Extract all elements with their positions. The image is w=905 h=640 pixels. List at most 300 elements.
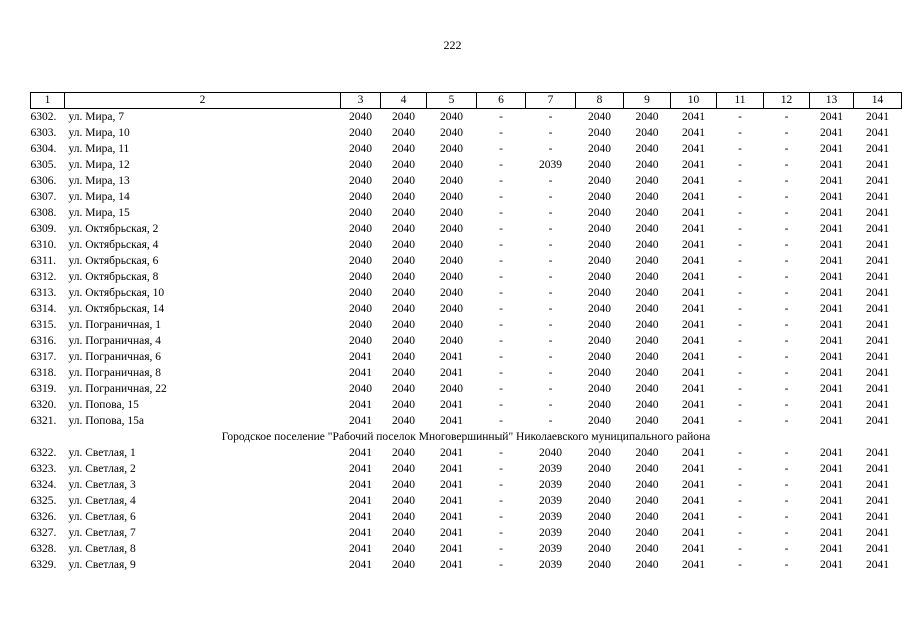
year-cell: 2041	[866, 287, 889, 299]
year-cell: 2041	[820, 127, 843, 139]
year-cell: 2040	[635, 255, 659, 267]
year-cell: -	[738, 239, 742, 251]
year-cell: 2040	[588, 399, 611, 411]
address-cell: ул. Октябрьская, 10	[68, 287, 165, 299]
year-cell: 2041	[820, 559, 843, 571]
year-cell: 2040	[635, 287, 659, 299]
year-cell: 2040	[588, 383, 611, 395]
year-cell: -	[499, 111, 503, 123]
row-number: 6304.	[30, 143, 57, 155]
address-cell: ул. Мира, 7	[68, 111, 124, 123]
year-cell: 2040	[635, 415, 659, 427]
year-cell: 2041	[349, 479, 372, 491]
table-row	[31, 237, 902, 253]
row-number: 6306.	[30, 175, 57, 187]
row-number: 6322.	[30, 447, 57, 459]
year-cell: -	[784, 127, 789, 139]
year-cell: -	[499, 511, 503, 523]
year-cell: 2041	[682, 559, 705, 571]
year-cell: -	[738, 159, 742, 171]
year-cell: -	[548, 351, 553, 363]
year-cell: 2041	[820, 495, 843, 507]
year-cell: 2040	[635, 479, 659, 491]
year-cell: 2040	[392, 159, 415, 171]
year-cell: 2039	[539, 543, 562, 555]
year-cell: 2040	[392, 303, 415, 315]
address-cell: ул. Светлая, 1	[68, 447, 136, 459]
year-cell: 2041	[682, 351, 705, 363]
year-cell: 2040	[635, 111, 659, 123]
year-cell: 2041	[682, 303, 705, 315]
year-cell: 2040	[635, 543, 659, 555]
year-cell: 2041	[440, 559, 463, 571]
year-cell: 2040	[588, 255, 611, 267]
table-row	[31, 173, 902, 189]
year-cell: 2040	[588, 223, 611, 235]
column-header: 4	[381, 93, 427, 109]
year-cell: 2041	[866, 543, 889, 555]
year-cell: -	[499, 527, 503, 539]
year-cell: -	[784, 239, 789, 251]
year-cell: 2040	[440, 383, 463, 395]
year-cell: 2040	[392, 191, 415, 203]
year-cell: 2041	[866, 111, 889, 123]
year-cell: 2040	[392, 527, 415, 539]
column-header: 9	[624, 93, 671, 109]
year-cell: -	[784, 111, 789, 123]
year-cell: -	[499, 367, 503, 379]
year-cell: -	[784, 335, 789, 347]
year-cell: 2040	[588, 303, 611, 315]
year-cell: -	[784, 223, 789, 235]
row-number: 6307.	[30, 191, 57, 203]
year-cell: 2040	[635, 559, 659, 571]
year-cell: 2041	[820, 111, 843, 123]
year-cell: 2041	[349, 559, 372, 571]
year-cell: 2041	[349, 543, 372, 555]
year-cell: 2040	[635, 175, 659, 187]
year-cell: 2040	[440, 127, 463, 139]
year-cell: 2040	[440, 319, 463, 331]
year-cell: 2041	[866, 511, 889, 523]
table-row	[31, 461, 902, 477]
year-cell: 2041	[866, 159, 889, 171]
year-cell: -	[784, 367, 789, 379]
row-number: 6319.	[30, 383, 57, 395]
year-cell: -	[738, 527, 742, 539]
year-cell: 2040	[392, 143, 415, 155]
year-cell: -	[548, 303, 553, 315]
row-number: 6308.	[30, 207, 57, 219]
row-number: 6326.	[30, 511, 57, 523]
row-number: 6317.	[30, 351, 57, 363]
address-cell: ул. Пограничная, 6	[68, 351, 161, 363]
year-cell: -	[784, 447, 789, 459]
year-cell: 2040	[349, 335, 372, 347]
year-cell: 2040	[392, 367, 415, 379]
year-cell: -	[548, 399, 553, 411]
year-cell: 2041	[682, 287, 705, 299]
year-cell: 2041	[440, 351, 463, 363]
section-row	[31, 429, 902, 445]
address-cell: ул. Октябрьская, 6	[68, 255, 159, 267]
year-cell: 2041	[682, 319, 705, 331]
address-cell: ул. Попова, 15	[68, 399, 139, 411]
year-cell: 2041	[820, 399, 843, 411]
year-cell: 2040	[440, 175, 463, 187]
year-cell: -	[784, 255, 789, 267]
year-cell: -	[548, 239, 553, 251]
year-cell: 2040	[635, 303, 659, 315]
year-cell: -	[548, 223, 553, 235]
year-cell: 2041	[866, 303, 889, 315]
year-cell: -	[738, 351, 742, 363]
year-cell: 2040	[588, 127, 611, 139]
year-cell: 2041	[820, 239, 843, 251]
year-cell: 2041	[349, 511, 372, 523]
year-cell: -	[548, 191, 553, 203]
year-cell: -	[499, 191, 503, 203]
year-cell: 2041	[866, 207, 889, 219]
year-cell: 2040	[392, 511, 415, 523]
year-cell: 2041	[682, 495, 705, 507]
address-cell: ул. Светлая, 9	[68, 559, 136, 571]
year-cell: -	[499, 175, 503, 187]
year-cell: 2040	[349, 175, 372, 187]
year-cell: 2040	[349, 255, 372, 267]
year-cell: -	[548, 287, 553, 299]
year-cell: 2040	[349, 223, 372, 235]
table-row	[31, 493, 902, 509]
year-cell: 2040	[635, 335, 659, 347]
year-cell: 2040	[392, 271, 415, 283]
year-cell: -	[784, 463, 789, 475]
year-cell: 2040	[588, 543, 611, 555]
year-cell: -	[548, 127, 553, 139]
year-cell: 2041	[820, 367, 843, 379]
year-cell: 2040	[392, 127, 415, 139]
year-cell: 2041	[682, 383, 705, 395]
year-cell: -	[784, 511, 789, 523]
year-cell: 2040	[440, 287, 463, 299]
table-row	[31, 269, 902, 285]
year-cell: 2040	[635, 399, 659, 411]
year-cell: 2040	[349, 159, 372, 171]
year-cell: 2039	[539, 463, 562, 475]
row-number: 6318.	[30, 367, 57, 379]
year-cell: -	[738, 223, 742, 235]
year-cell: 2041	[349, 463, 372, 475]
year-cell: -	[738, 335, 742, 347]
year-cell: 2041	[866, 255, 889, 267]
year-cell: 2040	[440, 159, 463, 171]
year-cell: 2041	[866, 223, 889, 235]
year-cell: -	[738, 463, 742, 475]
year-cell: 2040	[392, 463, 415, 475]
table-row	[31, 557, 902, 573]
year-cell: 2041	[440, 527, 463, 539]
year-cell: -	[738, 495, 742, 507]
header-row	[31, 93, 902, 109]
year-cell: 2041	[820, 415, 843, 427]
table-row	[31, 349, 902, 365]
year-cell: -	[548, 143, 553, 155]
year-cell: -	[738, 287, 742, 299]
year-cell: -	[784, 383, 789, 395]
row-number: 6314.	[30, 303, 57, 315]
year-cell: 2040	[588, 415, 611, 427]
year-cell: 2041	[682, 111, 705, 123]
column-header: 14	[854, 93, 902, 109]
year-cell: 2039	[539, 159, 562, 171]
year-cell: 2040	[349, 271, 372, 283]
year-cell: -	[499, 223, 503, 235]
year-cell: 2041	[866, 175, 889, 187]
year-cell: -	[499, 447, 503, 459]
year-cell: 2041	[866, 271, 889, 283]
year-cell: 2041	[820, 479, 843, 491]
column-header: 1	[31, 93, 65, 109]
year-cell: 2041	[349, 415, 372, 427]
row-number: 6312.	[30, 271, 57, 283]
column-header: 5	[427, 93, 477, 109]
year-cell: -	[784, 399, 789, 411]
year-cell: 2041	[820, 319, 843, 331]
row-number: 6303.	[30, 127, 57, 139]
table-row	[31, 509, 902, 525]
address-cell: ул. Попова, 15а	[68, 415, 144, 427]
year-cell: -	[499, 559, 503, 571]
year-cell: -	[784, 143, 789, 155]
year-cell: 2041	[349, 447, 372, 459]
year-cell: 2041	[866, 463, 889, 475]
table-row	[31, 205, 902, 221]
year-cell: -	[548, 255, 553, 267]
year-cell: 2040	[588, 207, 611, 219]
year-cell: -	[738, 127, 742, 139]
year-cell: -	[784, 415, 789, 427]
year-cell: -	[499, 287, 503, 299]
year-cell: -	[499, 207, 503, 219]
year-cell: -	[548, 335, 553, 347]
table-row	[31, 333, 902, 349]
year-cell: 2040	[349, 191, 372, 203]
year-cell: 2040	[588, 511, 611, 523]
year-cell: 2041	[820, 191, 843, 203]
year-cell: -	[499, 495, 503, 507]
year-cell: 2040	[635, 367, 659, 379]
year-cell: 2041	[820, 207, 843, 219]
year-cell: 2040	[392, 319, 415, 331]
year-cell: 2041	[820, 287, 843, 299]
year-cell: 2040	[392, 175, 415, 187]
year-cell: -	[499, 463, 503, 475]
year-cell: 2040	[349, 239, 372, 251]
year-cell: 2041	[866, 319, 889, 331]
year-cell: 2040	[392, 223, 415, 235]
year-cell: -	[784, 191, 789, 203]
year-cell: 2040	[440, 271, 463, 283]
year-cell: 2041	[440, 495, 463, 507]
year-cell: -	[499, 479, 503, 491]
year-cell: 2041	[866, 351, 889, 363]
year-cell: 2041	[440, 367, 463, 379]
row-number: 6305.	[30, 159, 57, 171]
year-cell: -	[738, 175, 742, 187]
year-cell: 2041	[440, 415, 463, 427]
year-cell: 2040	[588, 335, 611, 347]
column-header: 8	[576, 93, 624, 109]
row-number: 6328.	[30, 543, 57, 555]
year-cell: 2040	[440, 191, 463, 203]
year-cell: 2040	[440, 303, 463, 315]
year-cell: -	[499, 143, 503, 155]
year-cell: 2039	[539, 559, 562, 571]
address-cell: ул. Пограничная, 8	[68, 367, 161, 379]
table-row	[31, 141, 902, 157]
year-cell: 2041	[682, 207, 705, 219]
address-cell: ул. Светлая, 3	[68, 479, 136, 491]
year-cell: 2040	[635, 351, 659, 363]
year-cell: 2039	[539, 479, 562, 491]
year-cell: 2040	[392, 399, 415, 411]
address-cell: ул. Мира, 11	[68, 143, 130, 155]
year-cell: 2040	[349, 111, 372, 123]
year-cell: 2041	[682, 447, 705, 459]
year-cell: -	[499, 127, 503, 139]
address-cell: ул. Октябрьская, 4	[68, 239, 159, 251]
address-cell: ул. Мира, 10	[68, 127, 130, 139]
year-cell: 2040	[588, 271, 611, 283]
year-cell: -	[548, 271, 553, 283]
year-cell: 2041	[682, 239, 705, 251]
table-row	[31, 525, 902, 541]
address-cell: ул. Мира, 14	[68, 191, 130, 203]
year-cell: -	[548, 319, 553, 331]
table-row	[31, 221, 902, 237]
year-cell: 2040	[349, 127, 372, 139]
year-cell: 2041	[866, 415, 889, 427]
year-cell: -	[499, 255, 503, 267]
table-row	[31, 397, 902, 413]
year-cell: -	[784, 159, 789, 171]
year-cell: 2040	[588, 559, 611, 571]
table-row	[31, 189, 902, 205]
year-cell: 2041	[682, 463, 705, 475]
year-cell: 2040	[392, 479, 415, 491]
address-cell: ул. Пограничная, 4	[68, 335, 161, 347]
year-cell: 2041	[820, 351, 843, 363]
year-cell: 2041	[820, 463, 843, 475]
year-cell: 2040	[588, 143, 611, 155]
year-cell: 2040	[392, 447, 415, 459]
year-cell: 2040	[539, 447, 562, 459]
year-cell: 2041	[682, 271, 705, 283]
year-cell: -	[499, 271, 503, 283]
year-cell: -	[784, 175, 789, 187]
column-header: 13	[810, 93, 854, 109]
year-cell: 2041	[866, 479, 889, 491]
year-cell: 2040	[440, 239, 463, 251]
year-cell: 2040	[588, 239, 611, 251]
year-cell: -	[738, 415, 742, 427]
column-header: 3	[341, 93, 381, 109]
year-cell: 2040	[392, 335, 415, 347]
year-cell: 2040	[635, 223, 659, 235]
year-cell: -	[738, 207, 742, 219]
year-cell: -	[784, 287, 789, 299]
year-cell: 2040	[392, 287, 415, 299]
year-cell: 2041	[349, 399, 372, 411]
table-row	[31, 109, 902, 126]
year-cell: 2039	[539, 527, 562, 539]
year-cell: -	[499, 415, 503, 427]
row-number: 6315.	[30, 319, 57, 331]
section-title: Городское поселение "Рабочий поселок Многовершинный" Николаевского муниципального района	[221, 431, 711, 443]
year-cell: 2040	[588, 159, 611, 171]
year-cell: -	[499, 543, 503, 555]
column-header: 12	[764, 93, 810, 109]
year-cell: 2041	[440, 447, 463, 459]
column-header: 10	[671, 93, 717, 109]
address-cell: ул. Пограничная, 1	[68, 319, 161, 331]
year-cell: 2041	[820, 271, 843, 283]
year-cell: 2041	[820, 223, 843, 235]
year-cell: -	[499, 303, 503, 315]
address-cell: ул. Светлая, 6	[68, 511, 136, 523]
row-number: 6316.	[30, 335, 57, 347]
year-cell: -	[784, 559, 789, 571]
year-cell: -	[784, 543, 789, 555]
row-number: 6325.	[30, 495, 57, 507]
year-cell: 2040	[588, 175, 611, 187]
year-cell: -	[548, 111, 553, 123]
year-cell: 2040	[440, 335, 463, 347]
year-cell: 2040	[588, 367, 611, 379]
year-cell: 2041	[682, 399, 705, 411]
year-cell: 2040	[392, 383, 415, 395]
table-row	[31, 381, 902, 397]
year-cell: -	[738, 271, 742, 283]
year-cell: 2040	[588, 111, 611, 123]
year-cell: 2040	[440, 223, 463, 235]
year-cell: -	[738, 447, 742, 459]
year-cell: 2040	[392, 239, 415, 251]
year-cell: -	[738, 111, 742, 123]
table-row	[31, 365, 902, 381]
year-cell: 2041	[866, 127, 889, 139]
year-cell: 2040	[588, 463, 611, 475]
column-header: 11	[717, 93, 764, 109]
year-cell: -	[784, 271, 789, 283]
year-cell: 2041	[820, 159, 843, 171]
year-cell: 2040	[392, 111, 415, 123]
address-cell: ул. Светлая, 8	[68, 543, 136, 555]
year-cell: 2041	[440, 463, 463, 475]
year-cell: -	[738, 367, 742, 379]
year-cell: -	[784, 351, 789, 363]
year-cell: 2040	[588, 191, 611, 203]
year-cell: -	[548, 175, 553, 187]
table-row	[31, 301, 902, 317]
year-cell: -	[548, 207, 553, 219]
year-cell: 2040	[392, 559, 415, 571]
row-number: 6302.	[30, 111, 57, 123]
year-cell: 2040	[392, 495, 415, 507]
year-cell: 2040	[349, 207, 372, 219]
year-cell: 2040	[588, 479, 611, 491]
year-cell: 2040	[392, 543, 415, 555]
